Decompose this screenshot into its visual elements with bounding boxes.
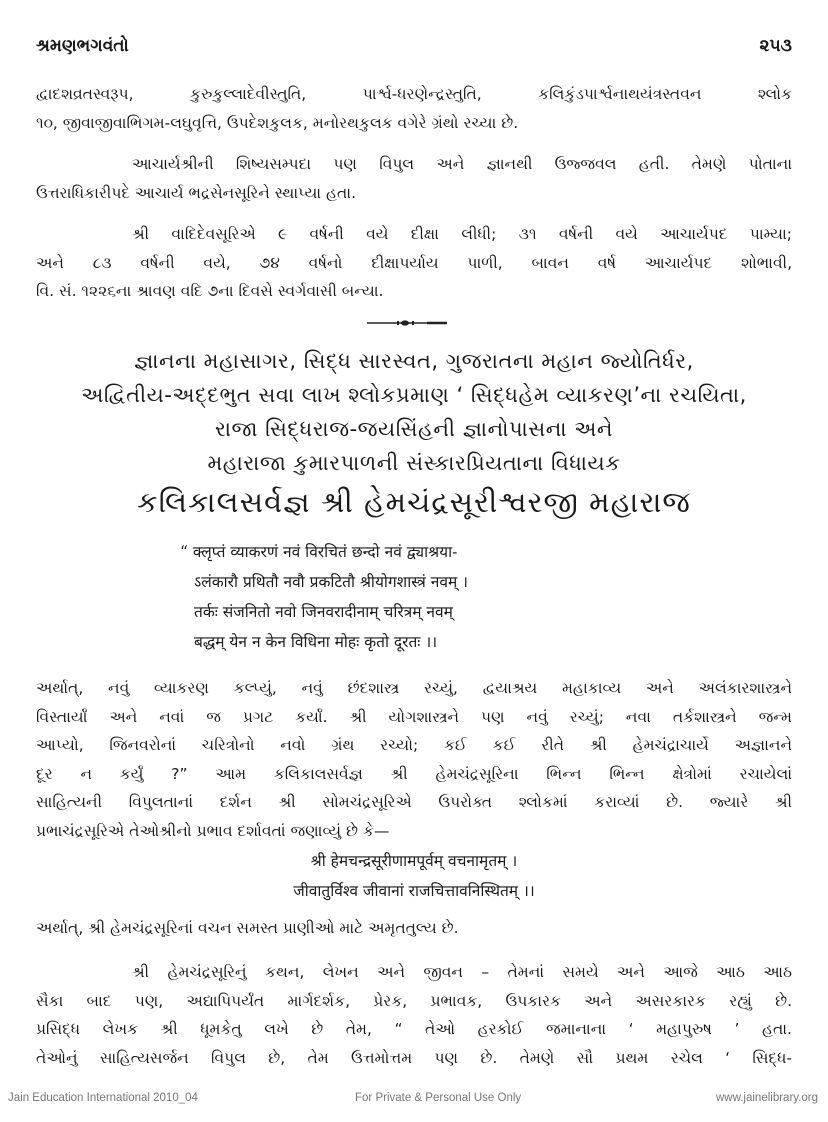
sanskrit-verse-1 — [180, 537, 468, 657]
text-line: આચાર્યશ્રીની શિષ્યસમ્પદા પણ વિપુલ અને જ્ઞાનથી ઉજ્જવલ હતી. તેમણે પોતાના — [132, 155, 792, 173]
paragraph-vadidevsuri-life — [36, 220, 792, 306]
text-line: અને ૮૩ વર્ષની વયે, ૭૪ વર્ષનો દીક્ષાપર્યાય પાળી, બાવન વર્ષ આચાર્યપદ શોભાવી, — [36, 253, 792, 272]
footer-website: www.jainelibrary.org — [715, 1092, 818, 1104]
ornamental-divider — [367, 320, 447, 326]
text-line: શ્રી હેમચંદ્રસૂરિનું કથન, લેખન અને જીવન – તેમનાં સમયે અને આજે આઠ આઠ — [132, 963, 792, 981]
verse-line: जीवातुर्विश्व जीवानां राजचित्तावनिस्थितम् ।। — [293, 882, 535, 900]
text-line: વિસ્તાર્યાં અને નવાં જ પ્રગટ કર્યાં. શ્રી યોગશાસ્ત્રને પણ નવું રચ્યું; નવા તર્કશાસ્ત્રને જન્મ — [36, 707, 792, 726]
heading-line: રાજા સિદ્ધરાજ-જયસિંહની જ્ઞાનોપાસના અને — [214, 417, 614, 441]
paragraph-works-list — [36, 80, 792, 137]
verse-line: “ क्लृप्तं व्याकरणं नवं विरचितं छन्दो नवं द्व्याश्रया- — [180, 543, 458, 561]
running-head — [36, 36, 792, 56]
text-line: સૈકા બાદ પણ, અદ્યાપિપર્યંત માર્ગદર્શક, પ્રેરક, પ્રભાવક, ઉપકારક અને અસરકારક રહ્યું છે. — [36, 991, 792, 1010]
text-line: પ્રભાચંદ્રસૂરિએ તેઓશ્રીનો પ્રભાવ દર્શાવતાં જણાવ્યું છે કે— — [36, 821, 390, 840]
paragraph-legacy — [36, 958, 792, 1072]
section-title: કલિકાલસર્વજ્ઞ શ્રી હેમચંદ્રસૂરીશ્વરજી મહારાજ — [137, 485, 691, 519]
verse-line: तर्कः संजनितो नवो जिनवरादीनाम् चरित्रम् नवम् — [194, 603, 453, 621]
verse-line: बद्धम् येन न केन विधिना मोहः कृतो दूरतः ।। — [194, 633, 438, 651]
paragraph-disciples — [36, 150, 792, 207]
paragraph-verse-meaning — [36, 674, 792, 845]
text-line: દ્વાદશવ્રતસ્વરૂપ, કુરુકુલ્લાદેવીસ્તુતિ, પાર્શ્વ-ધરણેન્દ્રસ્તુતિ, કલિકુંડપાર્શ્વનાથયંત્રસ્તવન શ્લોક — [36, 85, 792, 103]
text-line: આપ્યો, જિનવરોનાં ચરિત્રોનો નવો ગ્રંથ રચ્યો; કઈ કઈ રીતે શ્રી હેમચંદ્રાચાર્યે અજ્ઞાનને — [36, 736, 792, 754]
heading-line: જ્ઞાનના મહાસાગર, સિદ્ધ સારસ્વત, ગુજરાતના મહાન જ્યોતિર્ધર, — [134, 349, 694, 373]
running-title: શ્રમણભગવંતો — [36, 36, 129, 56]
text-line: અર્થાત્, નવું વ્યાકરણ કલ્પ્યું, નવું છંદશાસ્ત્ર રચ્યું, દ્વયાશ્રય મહાકાવ્ય અને અલંકારશાસ્ત્રને — [36, 679, 792, 697]
text-line: પ્રસિદ્ધ લેખક શ્રી ધૂમકેતુ લખે છે તેમ, “ તેઓ હરકોઈ જમાનાના ‘ મહાપુરુષ ’ હતા. — [36, 1020, 792, 1038]
footer-publisher: Jain Education International 2010_04 — [8, 1092, 198, 1104]
heading-line: અદ્વિતીય-અદ્દભુત સવા લાખ શ્લોકપ્રમાણ ‘ સિદ્ધહેમ વ્યાકરણ’ના રચયિતા, — [81, 383, 747, 407]
section-heading — [36, 344, 792, 480]
text-line: ૧૦, જીવાજીવાભિગમ-લઘુવૃત્તિ, ઉપદેશકુલક, મનોરથકુલક વગેરે ગ્રંથો રચ્યા છે. — [36, 113, 519, 132]
verse-line: श्री हेमचन्द्रसूरीणामपूर्वम् वचनामृतम् । — [310, 852, 518, 870]
text-line: સાહિત્યની વિપુલતાનાં દર્શન શ્રી સોમચંદ્રસૂરિએ ઉપરોક્ત શ્લોકમાં કરાવ્યાં છે. જ્યારે શ્રી — [36, 793, 792, 811]
footer-usage-note: For Private & Personal Use Only — [355, 1092, 522, 1104]
sanskrit-verse-2 — [0, 846, 828, 906]
text-line: દૂર ન કર્યું ?” આમ કલિકાલસર્વજ્ઞ શ્રી હેમચંદ્રસૂરિના ભિન્ન ભિન્ન ક્ષેત્રોમાં રચાયેલાં — [36, 764, 792, 783]
text-line: વિ. સં. ૧૨૨૬ના શ્રાવણ વદિ ૭ના દિવસે સ્વર્ગવાસી બન્યા. — [36, 282, 384, 300]
paragraph-verse2-meaning — [36, 914, 792, 943]
text-line: તેઓનું સાહિત્યસર્જન વિપુલ છે, તેમ ઉત્તમોત્તમ પણ છે. તેમણે સૌ પ્રથમ રચેલ ‘ સિદ્ધ- — [36, 1048, 792, 1067]
text-line: અર્થાત્, શ્રી હેમચંદ્રસૂરિનાં વચન સમસ્ત પ્રાણીઓ માટે અમૃતતુલ્ય છે. — [36, 919, 459, 937]
heading-line: મહારાજા કુમારપાળની સંસ્કારપ્રિયતાના વિધાયક — [207, 451, 621, 475]
verse-line: ऽलंकारौ प्रथितौ नवौ प्रकटितौ श्रीयोगशास्त्रं नवम् । — [194, 573, 469, 591]
text-line: ઉત્તરાધિકારીપદે આચાર્ય ભદ્રસેનસૂરિને સ્થાપ્યા હતા. — [36, 183, 357, 202]
page-number: ૨૫૩ — [759, 36, 792, 56]
text-line: શ્રી વાદિદેવસૂરિએ ૯ વર્ષની વયે દીક્ષા લીધી; ૩૧ વર્ષની વયે આચાર્યપદ પામ્યા; — [132, 225, 792, 243]
